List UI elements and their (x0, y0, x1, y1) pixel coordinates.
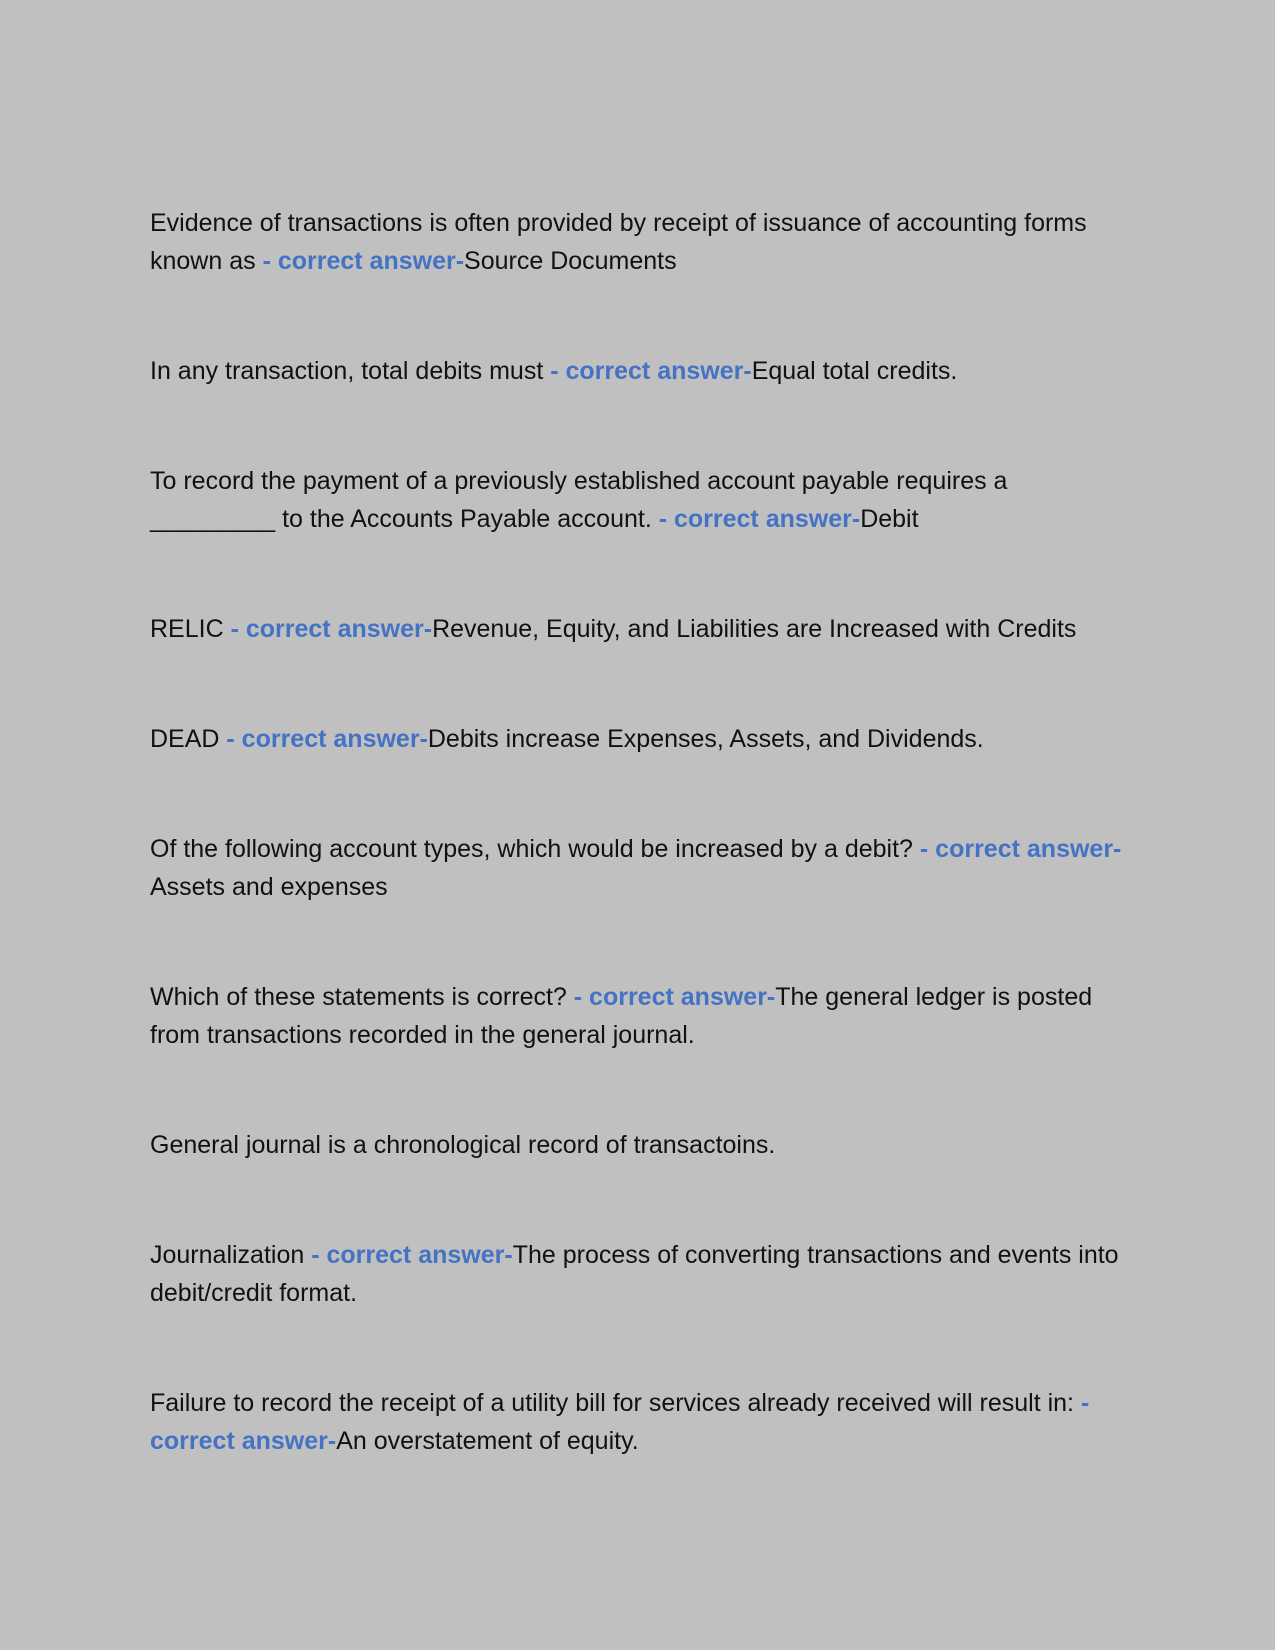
document-page (150, 204, 1130, 1532)
answer-text: Debits increase Expenses, Assets, and Dividends. (427, 725, 984, 753)
qa-item-total-debits (150, 352, 1130, 390)
correct-answer-marker: - correct answer- (150, 1389, 1090, 1455)
answer-text: Debit (860, 505, 919, 533)
qa-item-correct-statement (150, 978, 1130, 1054)
qa-item-increased-by-debit (150, 830, 1130, 906)
question-text: Of the following account types, which would be increased by a debit? (150, 835, 920, 863)
answer-text: The general ledger is posted from transactions recorded in the general journal. (150, 983, 1093, 1049)
correct-answer-marker: - correct answer- (573, 983, 776, 1011)
qa-item-relic (150, 610, 1130, 648)
answer-text: Equal total credits. (751, 357, 958, 385)
qa-item-utility-bill (150, 1384, 1130, 1460)
correct-answer-marker: - correct answer- (658, 505, 861, 533)
answer-text: An overstatement of equity. (336, 1427, 639, 1455)
correct-answer-marker: - correct answer- (226, 725, 428, 753)
question-text: Journalization (150, 1241, 312, 1269)
qa-item-dead (150, 720, 1130, 758)
question-text: Failure to record the receipt of a utility bill for services already received will result in: (150, 1389, 1081, 1417)
qa-item-source-documents (150, 204, 1130, 280)
question-text: Which of these statements is correct? (150, 983, 574, 1011)
answer-text: Assets and expenses (150, 873, 388, 901)
correct-answer-marker: - correct answer- (550, 357, 752, 385)
correct-answer-marker: - correct answer- (919, 835, 1122, 863)
answer-text: The process of converting transactions and events into debit/credit format. (150, 1241, 1119, 1307)
correct-answer-marker: - correct answer- (230, 615, 433, 643)
statement-general-journal: General journal is a chronological record of transactoins. (150, 1131, 776, 1159)
answer-text: Revenue, Equity, and Liabilities are Increased with Credits (432, 615, 1077, 643)
question-text: Evidence of transactions is often provided by receipt of issuance of accounting forms known as (150, 209, 1087, 275)
question-text: RELIC (150, 615, 231, 643)
question-text: DEAD (150, 725, 227, 753)
correct-answer-marker: - correct answer- (311, 1241, 513, 1269)
question-text: To record the payment of a previously established account payable requires a _________ to the Accounts Payable account. (150, 467, 1008, 533)
qa-item-journalization (150, 1236, 1130, 1312)
question-text: In any transaction, total debits must (150, 357, 551, 385)
answer-text: Source Documents (464, 247, 677, 275)
qa-item-accounts-payable (150, 462, 1130, 538)
correct-answer-marker: - correct answer- (262, 247, 465, 275)
